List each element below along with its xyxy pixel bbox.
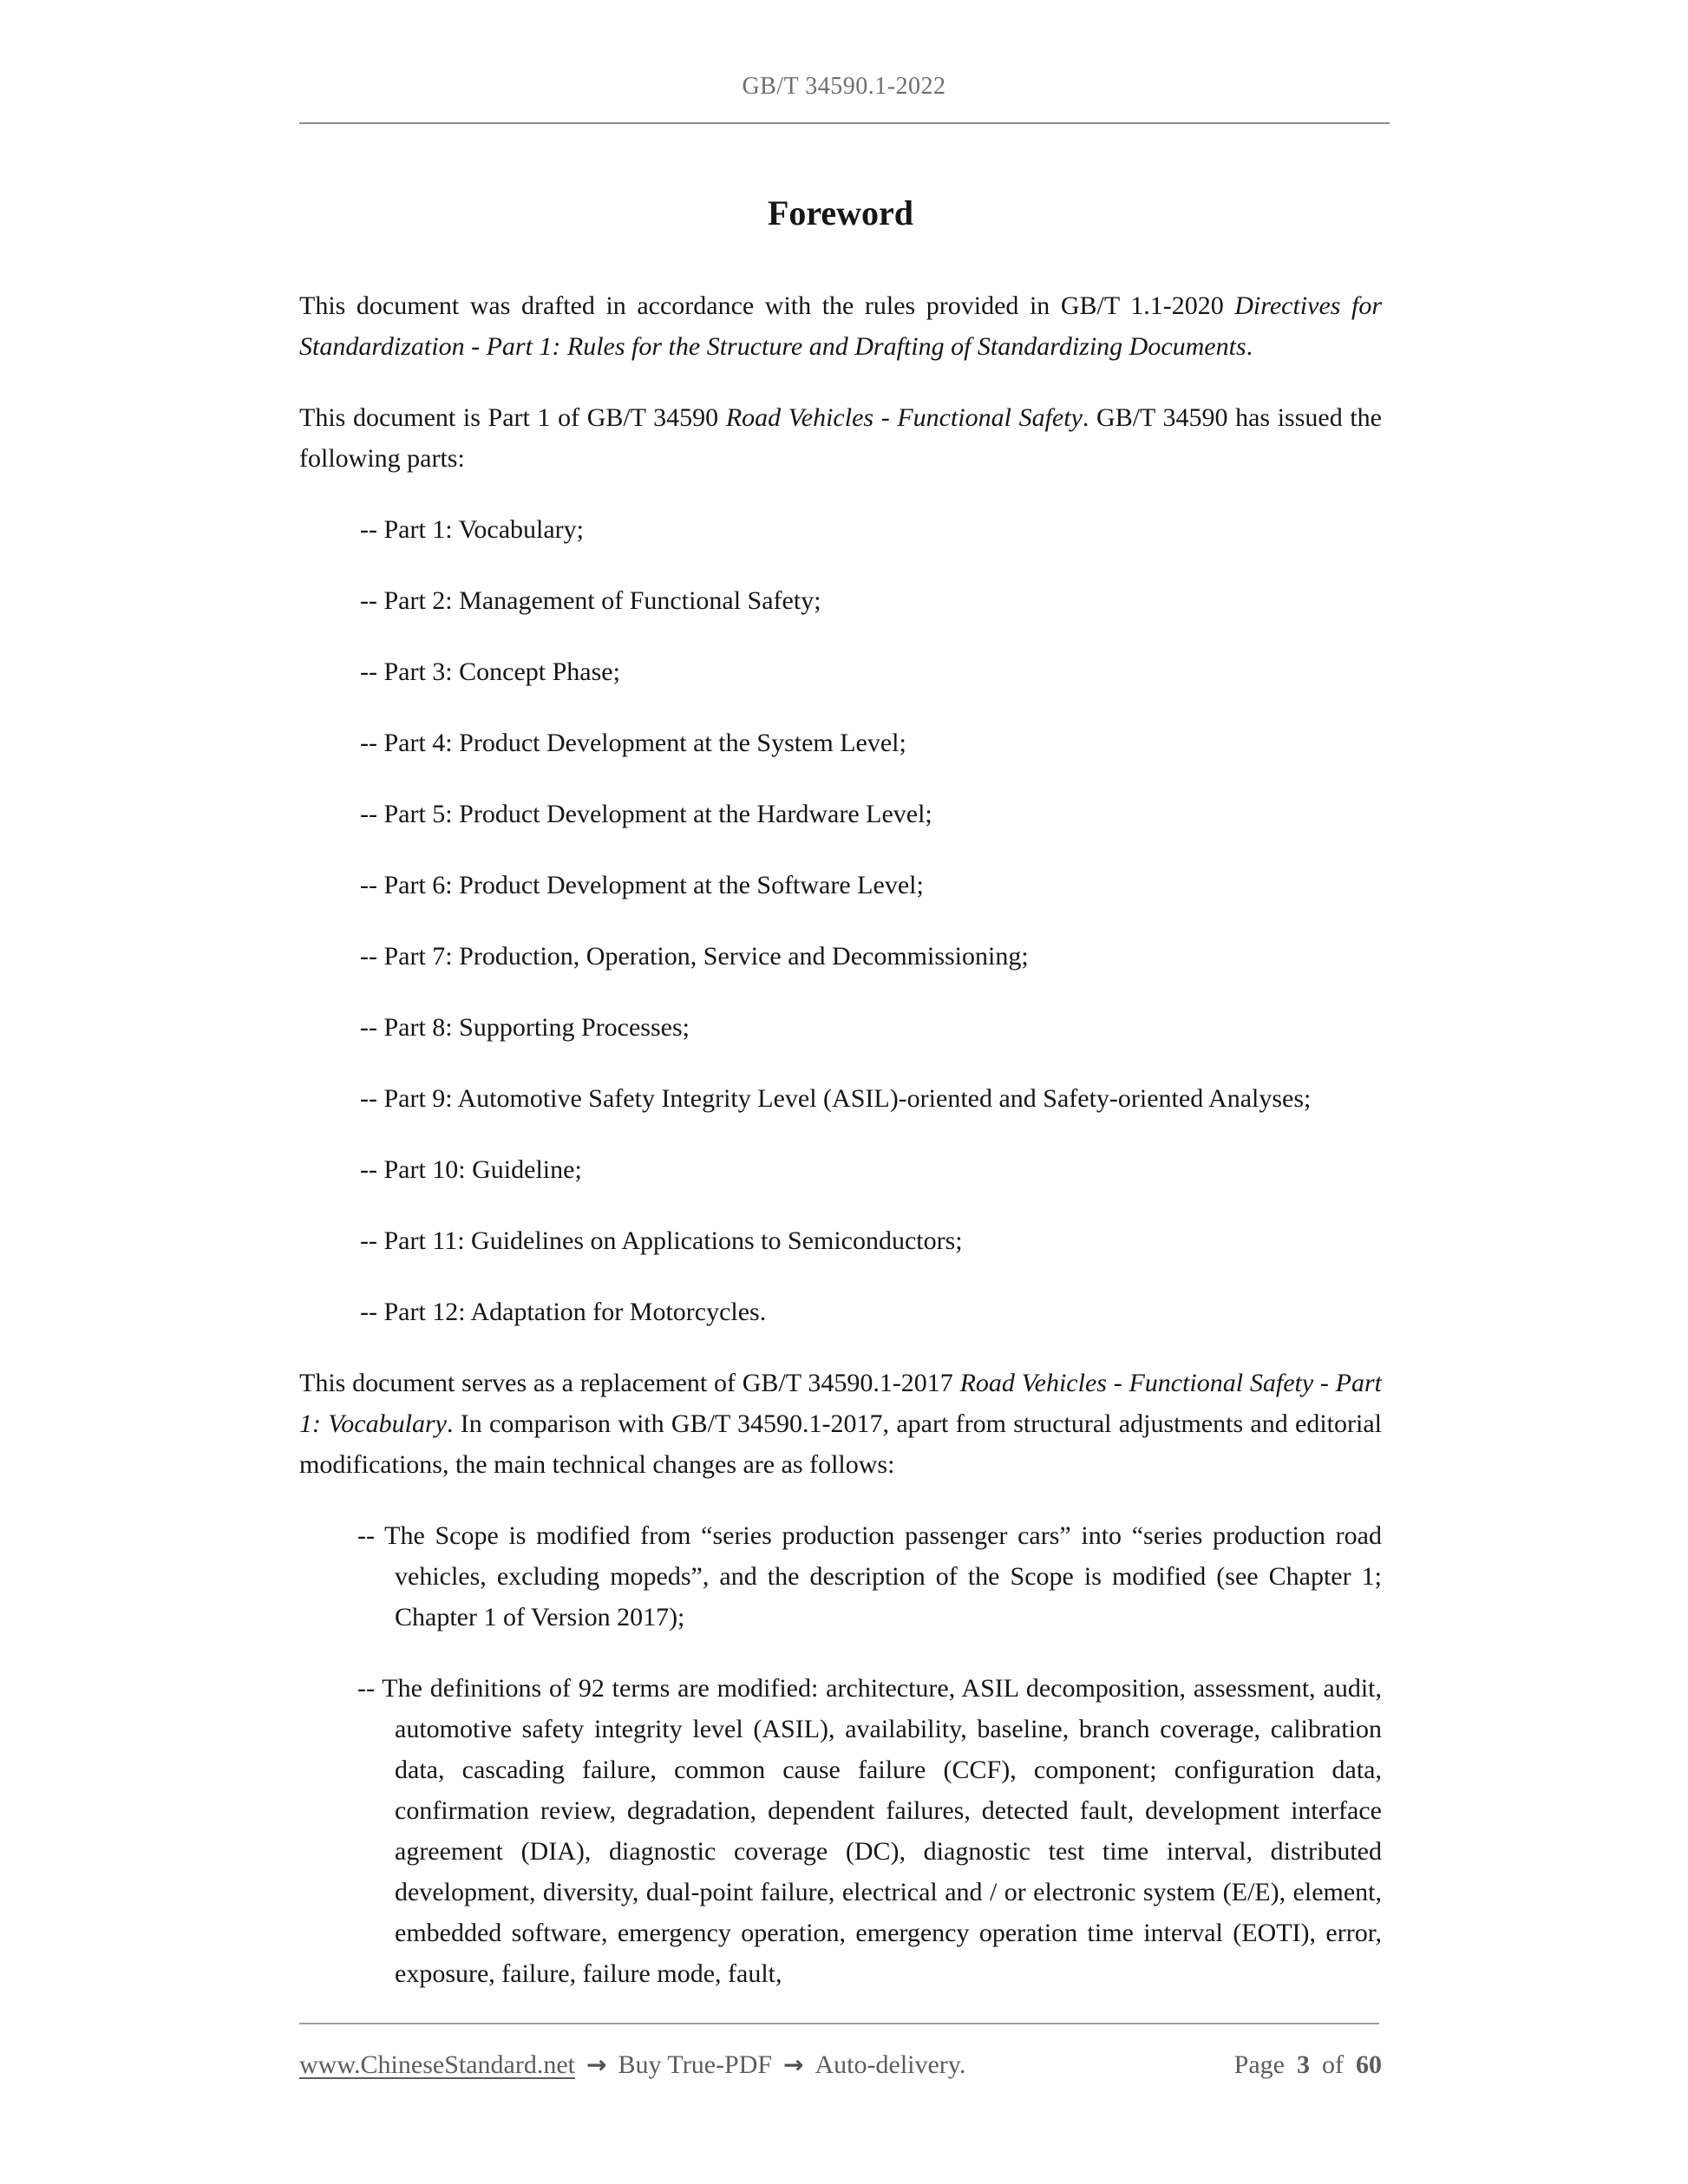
- footer-divider: [299, 2023, 1379, 2024]
- page-indicator: [1234, 2047, 1382, 2083]
- part-list-item: -- Part 7: Production, Operation, Service and Decommissioning;: [360, 942, 1029, 971]
- part-list-item: -- Part 9: Automotive Safety Integrity Level (ASIL)-oriented and Safety-oriented Analyses;: [360, 1084, 1312, 1113]
- change-item: -- The Scope is modified from “series production passenger cars” into “series production road vehicles, excluding mopeds”, and the description of the Scope is modified (see Chapter 1; Chapter 1 of Version 2017);: [357, 1521, 1382, 1631]
- part-list-item: -- Part 2: Management of Functional Safety;: [360, 586, 821, 615]
- document-number-header: GB/T 34590.1-2022: [742, 73, 946, 100]
- paragraph-drafting-basis: This document was drafted in accordance with the rules provided in GB/T 1.1-2020 Directives for Standardization - Part 1: Rules for the Structure and Drafting of Standardizing Documents.: [299, 291, 1383, 361]
- of-word-label: of: [1322, 2050, 1344, 2079]
- change-item: -- The definitions of 92 terms are modified: architecture, ASIL decomposition, assessment, audit, automotive safety integrity level (ASIL), availability, baseline, branch coverage, calibration data, cascading failure, common cause failure (CCF), component; configuration data, confirmation review, degradation, dependent failures, detected fault, development interface agreement (DIA), diagnostic coverage (DC), diagnostic test time interval, distributed development, diversity, dual-point failure, electrical and / or electronic system (E/E), element, embedded software, emergency operation, emergency operation time interval (EOTI), error, exposure, failure, failure mode, fault,: [357, 1674, 1382, 1988]
- current-page-number: 3: [1297, 2050, 1310, 2079]
- part-list-item: -- Part 8: Supporting Processes;: [360, 1013, 690, 1042]
- part-list-item: -- Part 4: Product Development at the System Level;: [360, 729, 906, 757]
- part-list-item: -- Part 6: Product Development at the Software Level;: [360, 871, 924, 899]
- arrow-right-icon: →: [783, 2050, 804, 2079]
- paragraph-replacement: This document serves as a replacement of GB/T 34590.1-2017 Road Vehicles - Functional Safety - Part 1: Vocabulary. In comparison with GB/T 34590.1-2017, apart from structural adjustments and editorial modifications, the main technical changes are as follows:: [299, 1369, 1382, 1479]
- paragraph-series-intro: This document is Part 1 of GB/T 34590 Road Vehicles - Functional Safety. GB/T 34590 has issued the following parts:: [299, 403, 1382, 473]
- part-list-item: -- Part 1: Vocabulary;: [360, 515, 585, 544]
- arrow-right-icon: →: [586, 2050, 607, 2079]
- part-list-item: -- Part 11: Guidelines on Applications to Semiconductors;: [360, 1226, 963, 1255]
- footer-site-link[interactable]: www.ChineseStandard.net: [299, 2050, 575, 2079]
- document-body: [299, 192, 1382, 2024]
- total-page-number: 60: [1356, 2050, 1382, 2079]
- part-list-item: -- Part 10: Guideline;: [360, 1155, 582, 1184]
- footer: [299, 2047, 1382, 2083]
- part-list-item: -- Part 5: Product Development at the Hardware Level;: [360, 800, 932, 828]
- header-divider: [299, 122, 1390, 124]
- page-word-label: Page: [1233, 2050, 1285, 2079]
- footer-info: [299, 2047, 965, 2083]
- footer-delivery-text: Auto-delivery.: [815, 2050, 966, 2079]
- page-title: Foreword: [767, 193, 914, 232]
- part-list-item: -- Part 3: Concept Phase;: [360, 657, 620, 686]
- part-list-item: -- Part 12: Adaptation for Motorcycles.: [360, 1298, 767, 1326]
- footer-buy-text: Buy True-PDF: [618, 2050, 773, 2079]
